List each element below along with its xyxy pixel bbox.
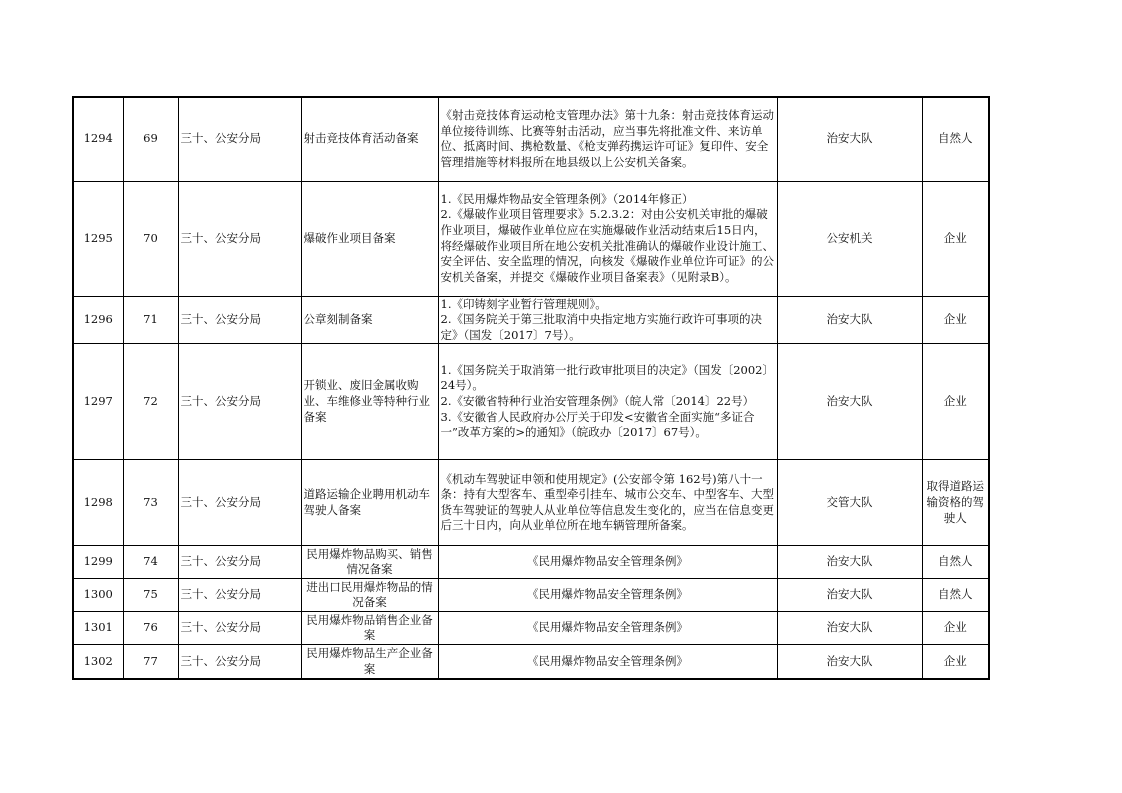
legal-basis-cell: [438, 612, 777, 645]
table-row: [73, 97, 989, 181]
item-name-cell: 民用爆炸物品销售企业备案: [301, 612, 438, 645]
sub-seq-cell: 74: [123, 546, 178, 579]
target-cell: 企业: [922, 645, 989, 679]
department-cell: 三十、公安分局: [178, 579, 301, 612]
basis-line: 《民用爆炸物品安全管理条例》: [527, 653, 688, 668]
table-row: [73, 546, 989, 579]
responsible-unit-cell: 治安大队: [777, 546, 922, 579]
responsible-unit-cell: 治安大队: [777, 579, 922, 612]
target-cell: 取得道路运输资格的驾驶人: [922, 460, 989, 546]
department-cell: 三十、公安分局: [178, 181, 301, 296]
responsible-unit-cell: 公安机关: [777, 181, 922, 296]
legal-basis-cell: [438, 645, 777, 679]
basis-line: 《机动车驾驶证申领和使用规定》(公安部令第 162号)第八十一条：持有大型客车、重型牵引挂车、城市公交车、中型客车、大型货车驾驶证的驾驶人从业单位等信息发生变化的，应当在信息变更后三十日内，向从业单位所在地车辆管理所备案。: [440, 471, 774, 533]
seq-cell: 1295: [73, 181, 123, 296]
department-cell: 三十、公安分局: [178, 344, 301, 460]
table-row: [73, 181, 989, 296]
item-name-cell: 民用爆炸物品生产企业备案: [301, 645, 438, 679]
sub-seq-cell: 75: [123, 579, 178, 612]
responsible-unit-cell: 治安大队: [777, 645, 922, 679]
legal-basis-cell: [438, 546, 777, 579]
item-name-cell: 民用爆炸物品购买、销售情况备案: [301, 546, 438, 579]
table-row: [73, 645, 989, 679]
table-row: [73, 579, 989, 612]
responsible-unit-cell: 治安大队: [777, 612, 922, 645]
legal-basis-cell: [438, 460, 777, 546]
table-row: [73, 296, 989, 344]
target-cell: 自然人: [922, 546, 989, 579]
records-table: [72, 96, 990, 680]
seq-cell: 1300: [73, 579, 123, 612]
legal-basis-cell: [438, 296, 777, 344]
basis-line: 《射击竞技体育运动枪支管理办法》第十九条：射击竞技体育运动单位接待训练、比赛等射击活动，应当事先将批准文件、来访单位、抵离时间、携枪数量、《枪支弹药携运许可证》复印件、安全管理措施等材料报所在地县级以上公安机关备案。: [440, 108, 774, 169]
department-cell: 三十、公安分局: [178, 546, 301, 579]
responsible-unit-cell: 治安大队: [777, 97, 922, 181]
basis-line: 1.《民用爆炸物品安全管理条例》（2014年修正）: [440, 191, 694, 206]
sub-seq-cell: 76: [123, 612, 178, 645]
legal-basis-cell: [438, 579, 777, 612]
basis-line: 3.《安徽省人民政府办公厅关于印发<安徽省全面实施“多证合一”改革方案的>的通知》（皖政办〔2017〕67号）。: [440, 409, 755, 440]
item-name-cell: 射击竞技体育活动备案: [301, 97, 438, 181]
basis-line: 2.《爆破作业项目管理要求》5.2.3.2：对由公安机关审批的爆破作业项目，爆破作业单位应在实施爆破作业活动结束后15日内，将经爆破作业项目所在地公安机关批准确认的爆破作业设计施工、安全评估、安全监理的情况，向核发《爆破作业单位许可证》的公安机关备案，并提交《爆破作业项目备案表》（见附录B）。: [440, 207, 774, 284]
seq-cell: 1302: [73, 645, 123, 679]
item-name-cell: 道路运输企业聘用机动车驾驶人备案: [301, 460, 438, 546]
legal-basis-cell: [438, 181, 777, 296]
sub-seq-cell: 72: [123, 344, 178, 460]
sub-seq-cell: 69: [123, 97, 178, 181]
seq-cell: 1294: [73, 97, 123, 181]
table-row: [73, 612, 989, 645]
department-cell: 三十、公安分局: [178, 612, 301, 645]
department-cell: 三十、公安分局: [178, 296, 301, 344]
target-cell: 自然人: [922, 97, 989, 181]
item-name-cell: 爆破作业项目备案: [301, 181, 438, 296]
item-name-cell: 公章刻制备案: [301, 296, 438, 344]
seq-cell: 1299: [73, 546, 123, 579]
target-cell: 企业: [922, 612, 989, 645]
responsible-unit-cell: 交管大队: [777, 460, 922, 546]
seq-cell: 1298: [73, 460, 123, 546]
sub-seq-cell: 71: [123, 296, 178, 344]
responsible-unit-cell: 治安大队: [777, 344, 922, 460]
item-name-cell: 开锁业、废旧金属收购业、车维修业等特种行业备案: [301, 344, 438, 460]
target-cell: 企业: [922, 181, 989, 296]
item-name-cell: 进出口民用爆炸物品的情况备案: [301, 579, 438, 612]
table-row: [73, 344, 989, 460]
department-cell: 三十、公安分局: [178, 645, 301, 679]
table-row: [73, 460, 989, 546]
basis-line: 2.《国务院关于第三批取消中央指定地方实施行政许可事项的决定》（国发〔2017〕7号）。: [440, 312, 762, 342]
target-cell: 企业: [922, 344, 989, 460]
basis-line: 1.《国务院关于取消第一批行政审批项目的决定》（国发〔2002〕24号）。: [440, 362, 774, 393]
target-cell: 企业: [922, 296, 989, 344]
legal-basis-cell: [438, 97, 777, 181]
basis-line: 《民用爆炸物品安全管理条例》: [527, 620, 688, 635]
seq-cell: 1301: [73, 612, 123, 645]
department-cell: 三十、公安分局: [178, 460, 301, 546]
seq-cell: 1296: [73, 296, 123, 344]
target-cell: 自然人: [922, 579, 989, 612]
sub-seq-cell: 70: [123, 181, 178, 296]
sub-seq-cell: 73: [123, 460, 178, 546]
responsible-unit-cell: 治安大队: [777, 296, 922, 344]
sub-seq-cell: 77: [123, 645, 178, 679]
department-cell: 三十、公安分局: [178, 97, 301, 181]
basis-line: 2.《安徽省特种行业治安管理条例》（皖人常〔2014〕22号）: [440, 393, 755, 408]
basis-line: 《民用爆炸物品安全管理条例》: [527, 554, 688, 569]
legal-basis-cell: [438, 344, 777, 460]
basis-line: 《民用爆炸物品安全管理条例》: [527, 587, 688, 602]
basis-line: 1.《印铸刻字业暂行管理规则》。: [440, 296, 607, 311]
seq-cell: 1297: [73, 344, 123, 460]
